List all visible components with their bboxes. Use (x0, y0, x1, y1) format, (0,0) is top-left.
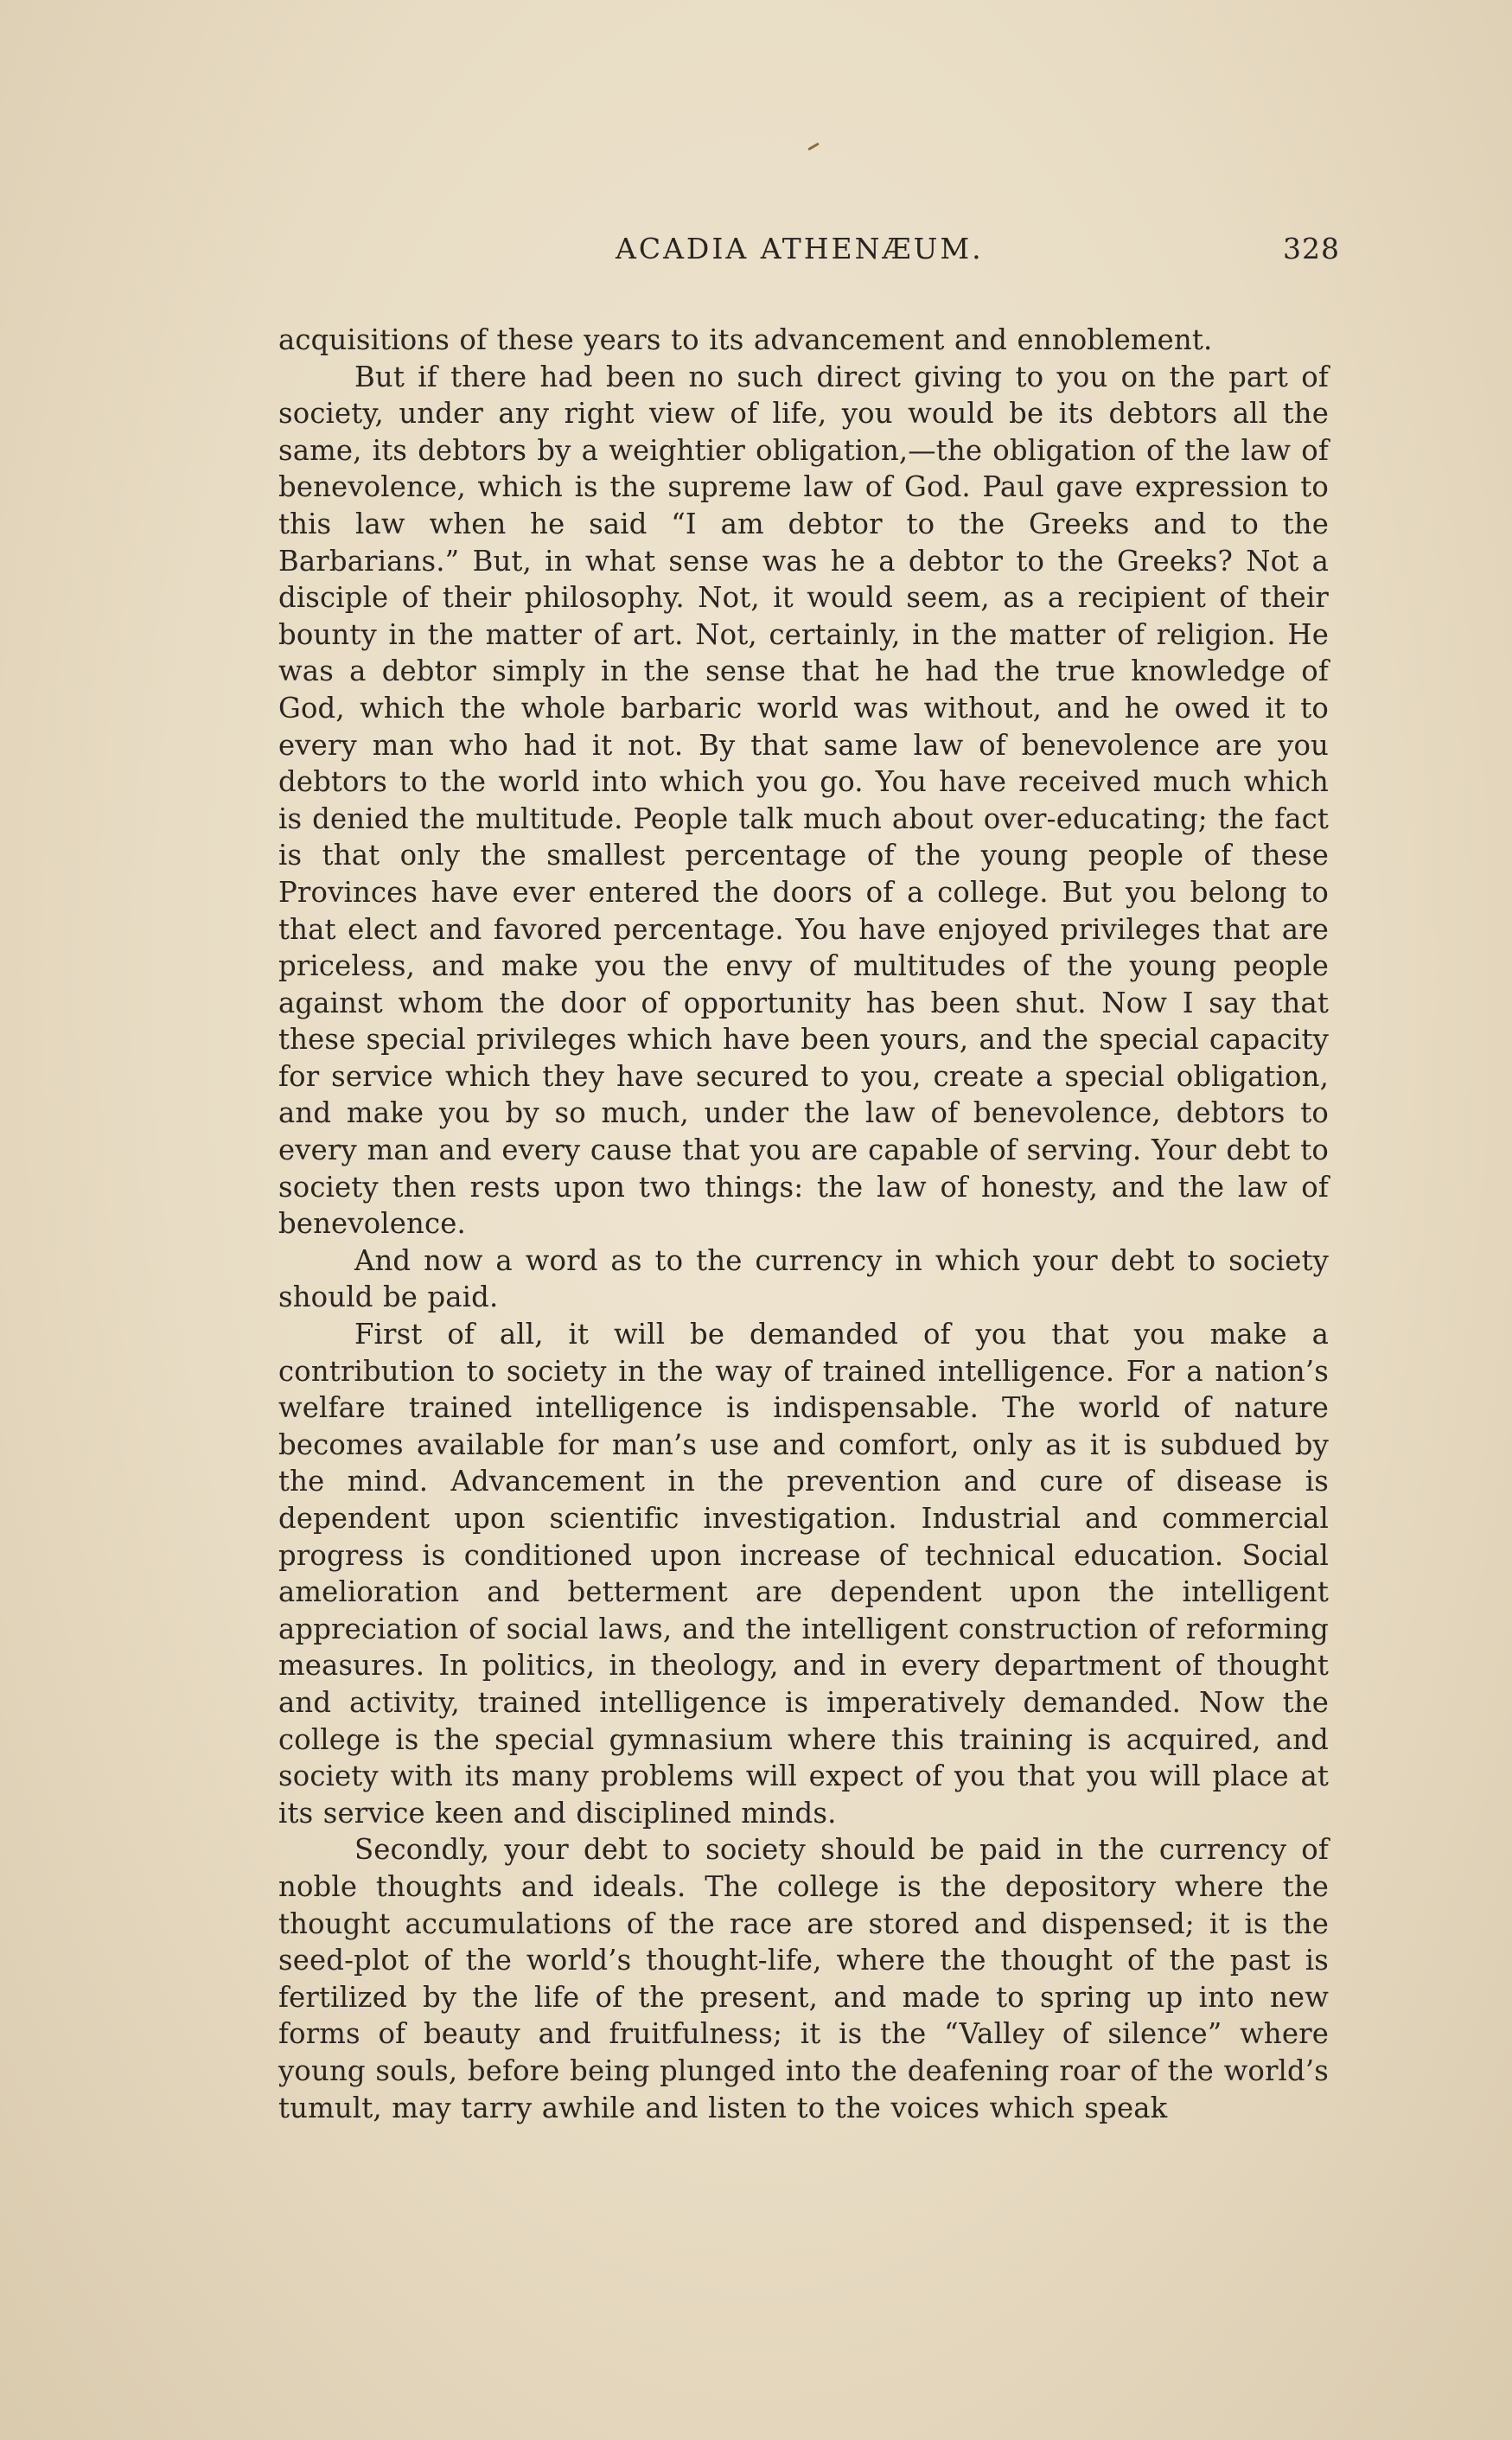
article-body (278, 322, 1329, 2126)
paragraph-trained-intelligence: First of all, it will be demanded of you that you make a contribution to society in the way of trained intelligence. For a nation’s welfare trained intelligence is indispensable. The world of nature becomes available for man’s use and comfort, only as it is subdued by the mind. Advancement in the prevention and cure of disease is dependent upon scientific investigation. Industrial and commercial progress is conditioned upon increase of technical education. Social amelioration and betterment are dependent upon the intelligent appreciation of social laws, and the intelligent construction of reforming measures. In politics, in theology, and in every department of thought and activity, trained intelligence is imperatively demanded. Now the college is the special gymnasium where this training is acquired, and society with its many problems will expect of you that you will place at its service keen and disciplined minds. (278, 1318, 1329, 1830)
page-header (605, 232, 1340, 275)
paragraph-noble-thoughts: Secondly, your debt to society should be paid in the currency of noble thoughts and ideals. The college is the depository where the thought accumulations of the race are stored and dispensed; it is the seed-plot of the world’s thought-life, where the thought of the past is fertilized by the life of the present, and made to spring up into new forms of beauty and fruitfulness; it is the “Valley of silence” where young souls, before being plunged into the deafening roar of the world’s tumult, may tarry awhile and listen to the voices which speak (278, 1833, 1329, 2124)
page-number: 328 (1283, 232, 1340, 265)
paragraph-currency-intro: And now a word as to the currency in which your debt to society should be paid. (278, 1243, 1329, 1314)
ink-mark (807, 143, 820, 151)
paragraph-law-of-benevolence: But if there had been no such direct giving to you on the part of society, under any right view of life, you would be its debtors all the same, its debtors by a weightier obligation,—the obligation of the law of benevolence, which is the supreme law of God. Paul gave expression to this law when he said “I am debtor to the Greeks and to the Barbarians.” But, in what sense was he a debtor to the Greeks? Not a disciple of their philosophy. Not, it would seem, as a recipient of their bounty in the matter of art. Not, certainly, in the matter of religion. He was a debtor simply in the sense that he had the true knowledge of God, which the whole barbaric world was without, and he owed it to every man who had it not. By that same law of benevolence are you debtors to the world into which you go. You have received much which is denied the multitude. People talk much about over-educating; the fact is that only the smallest percentage of the young people of these Provinces have ever entered the doors of a college. But you belong to that elect and favored percentage. You have enjoyed privileges that are priceless, and make you the envy of multitudes of the young people against whom the door of opportunity has been shut. Now I say that these special privileges which have been yours, and the special capacity for service which they have secured to you, create a special obligation, and make you by so much, under the law of benevolence, debtors to every man and every cause that you are capable of serving. Your debt to society then rests upon two things: the law of honesty, and the law of benevolence. (278, 360, 1329, 1241)
running-head: ACADIA ATHENÆUM. (616, 232, 984, 265)
paragraph-continuation: acquisitions of these years to its advancement and ennoblement. (278, 323, 1213, 356)
